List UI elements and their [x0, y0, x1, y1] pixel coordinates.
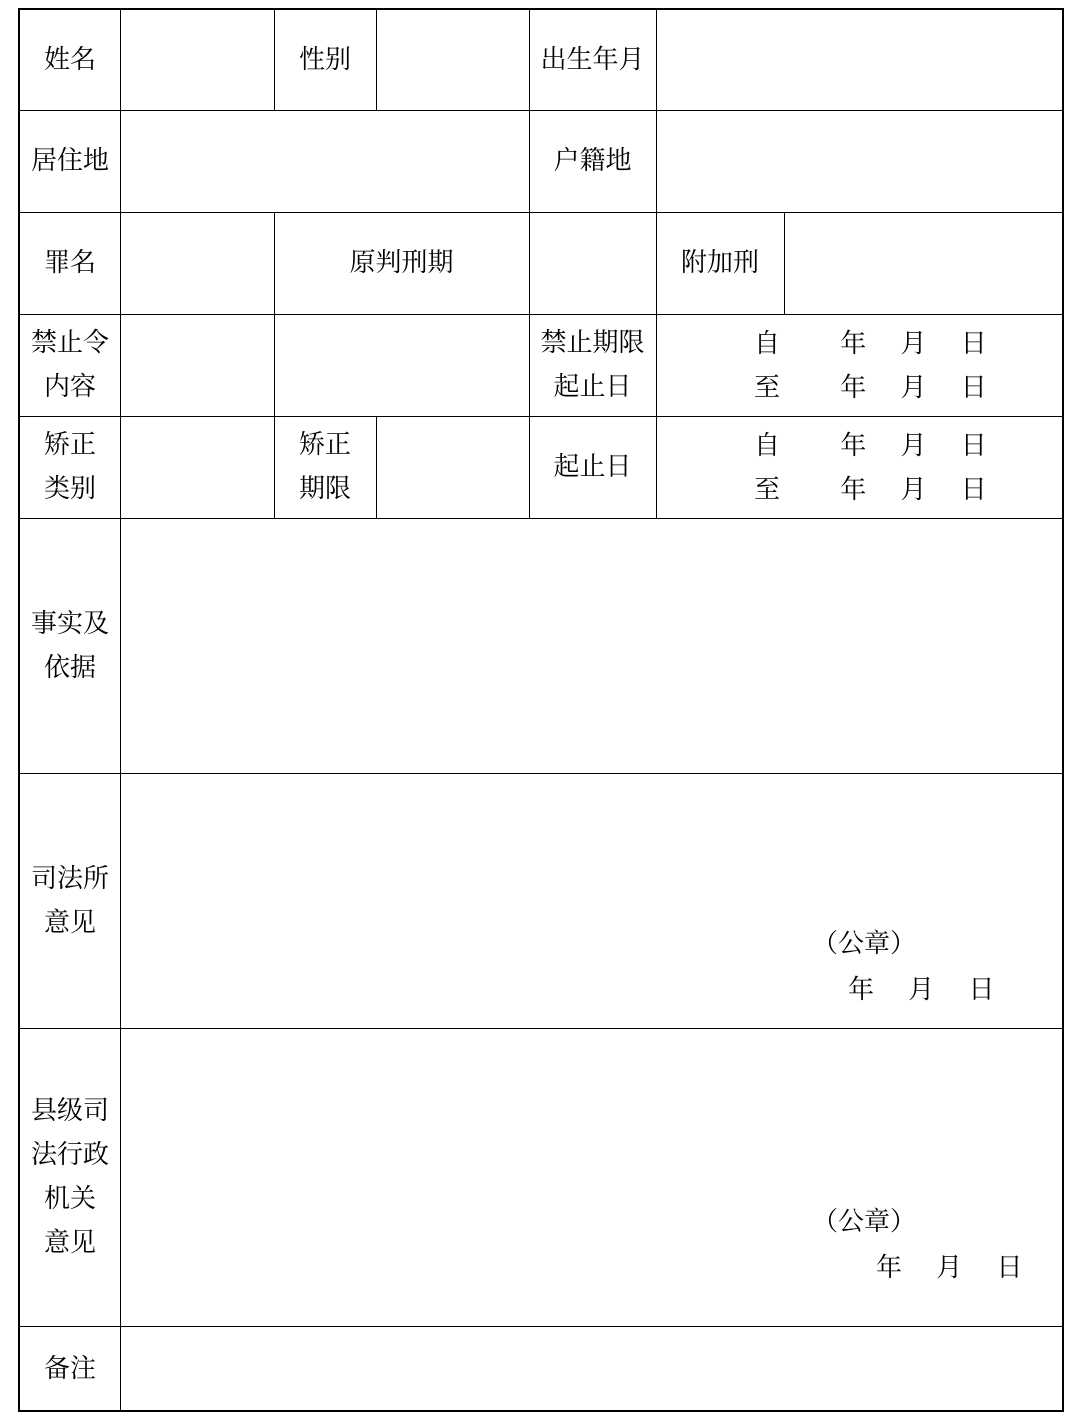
original-sentence-label: 原判刑期	[349, 248, 454, 278]
facts-basis-label: 事实及 依据	[30, 608, 109, 683]
row-divider	[20, 518, 1064, 519]
county-judicial-admin-opinion-label: 县级司 法行政 机关 意见	[30, 1096, 109, 1258]
judicial-office-seal: （公章）	[812, 929, 917, 959]
crime-label: 罪名	[43, 248, 96, 278]
correction-type-label: 矫正 类别	[43, 430, 96, 504]
correction-date-from: 自 年 月 日	[754, 431, 987, 461]
remarks-label: 备注	[43, 1354, 96, 1384]
col-divider	[120, 10, 121, 1412]
household-registration-label: 户籍地	[553, 146, 632, 176]
county-date: 年 月 日	[876, 1253, 1023, 1283]
judicial-office-date: 年 月 日	[848, 975, 995, 1005]
correction-period-label: 矫正 期限	[298, 430, 351, 504]
judicial-office-opinion-label: 司法所 意见	[30, 863, 109, 938]
row-divider	[20, 1326, 1064, 1327]
residence-label: 居住地	[30, 146, 109, 176]
ban-date-to: 至 年 月 日	[754, 373, 987, 403]
gender-label: 性别	[298, 45, 351, 75]
start-end-date-label: 起止日	[553, 452, 632, 482]
row-divider	[20, 1028, 1064, 1029]
notice-form-table	[18, 8, 1064, 1412]
correction-date-to: 至 年 月 日	[754, 475, 987, 505]
ban-content-label: 禁止令 内容	[30, 328, 109, 402]
row-divider	[20, 773, 1064, 774]
ban-date-from: 自 年 月 日	[754, 329, 987, 359]
col-divider	[376, 10, 377, 110]
row-divider	[20, 212, 1064, 213]
col-divider	[376, 416, 377, 518]
additional-penalty-label: 附加刑	[680, 248, 759, 278]
ban-period-label: 禁止期限 起止日	[540, 328, 645, 402]
county-seal: （公章）	[812, 1207, 917, 1237]
birth-date-label: 出生年月	[540, 45, 645, 75]
name-label: 姓名	[43, 45, 96, 75]
col-divider	[784, 212, 785, 314]
